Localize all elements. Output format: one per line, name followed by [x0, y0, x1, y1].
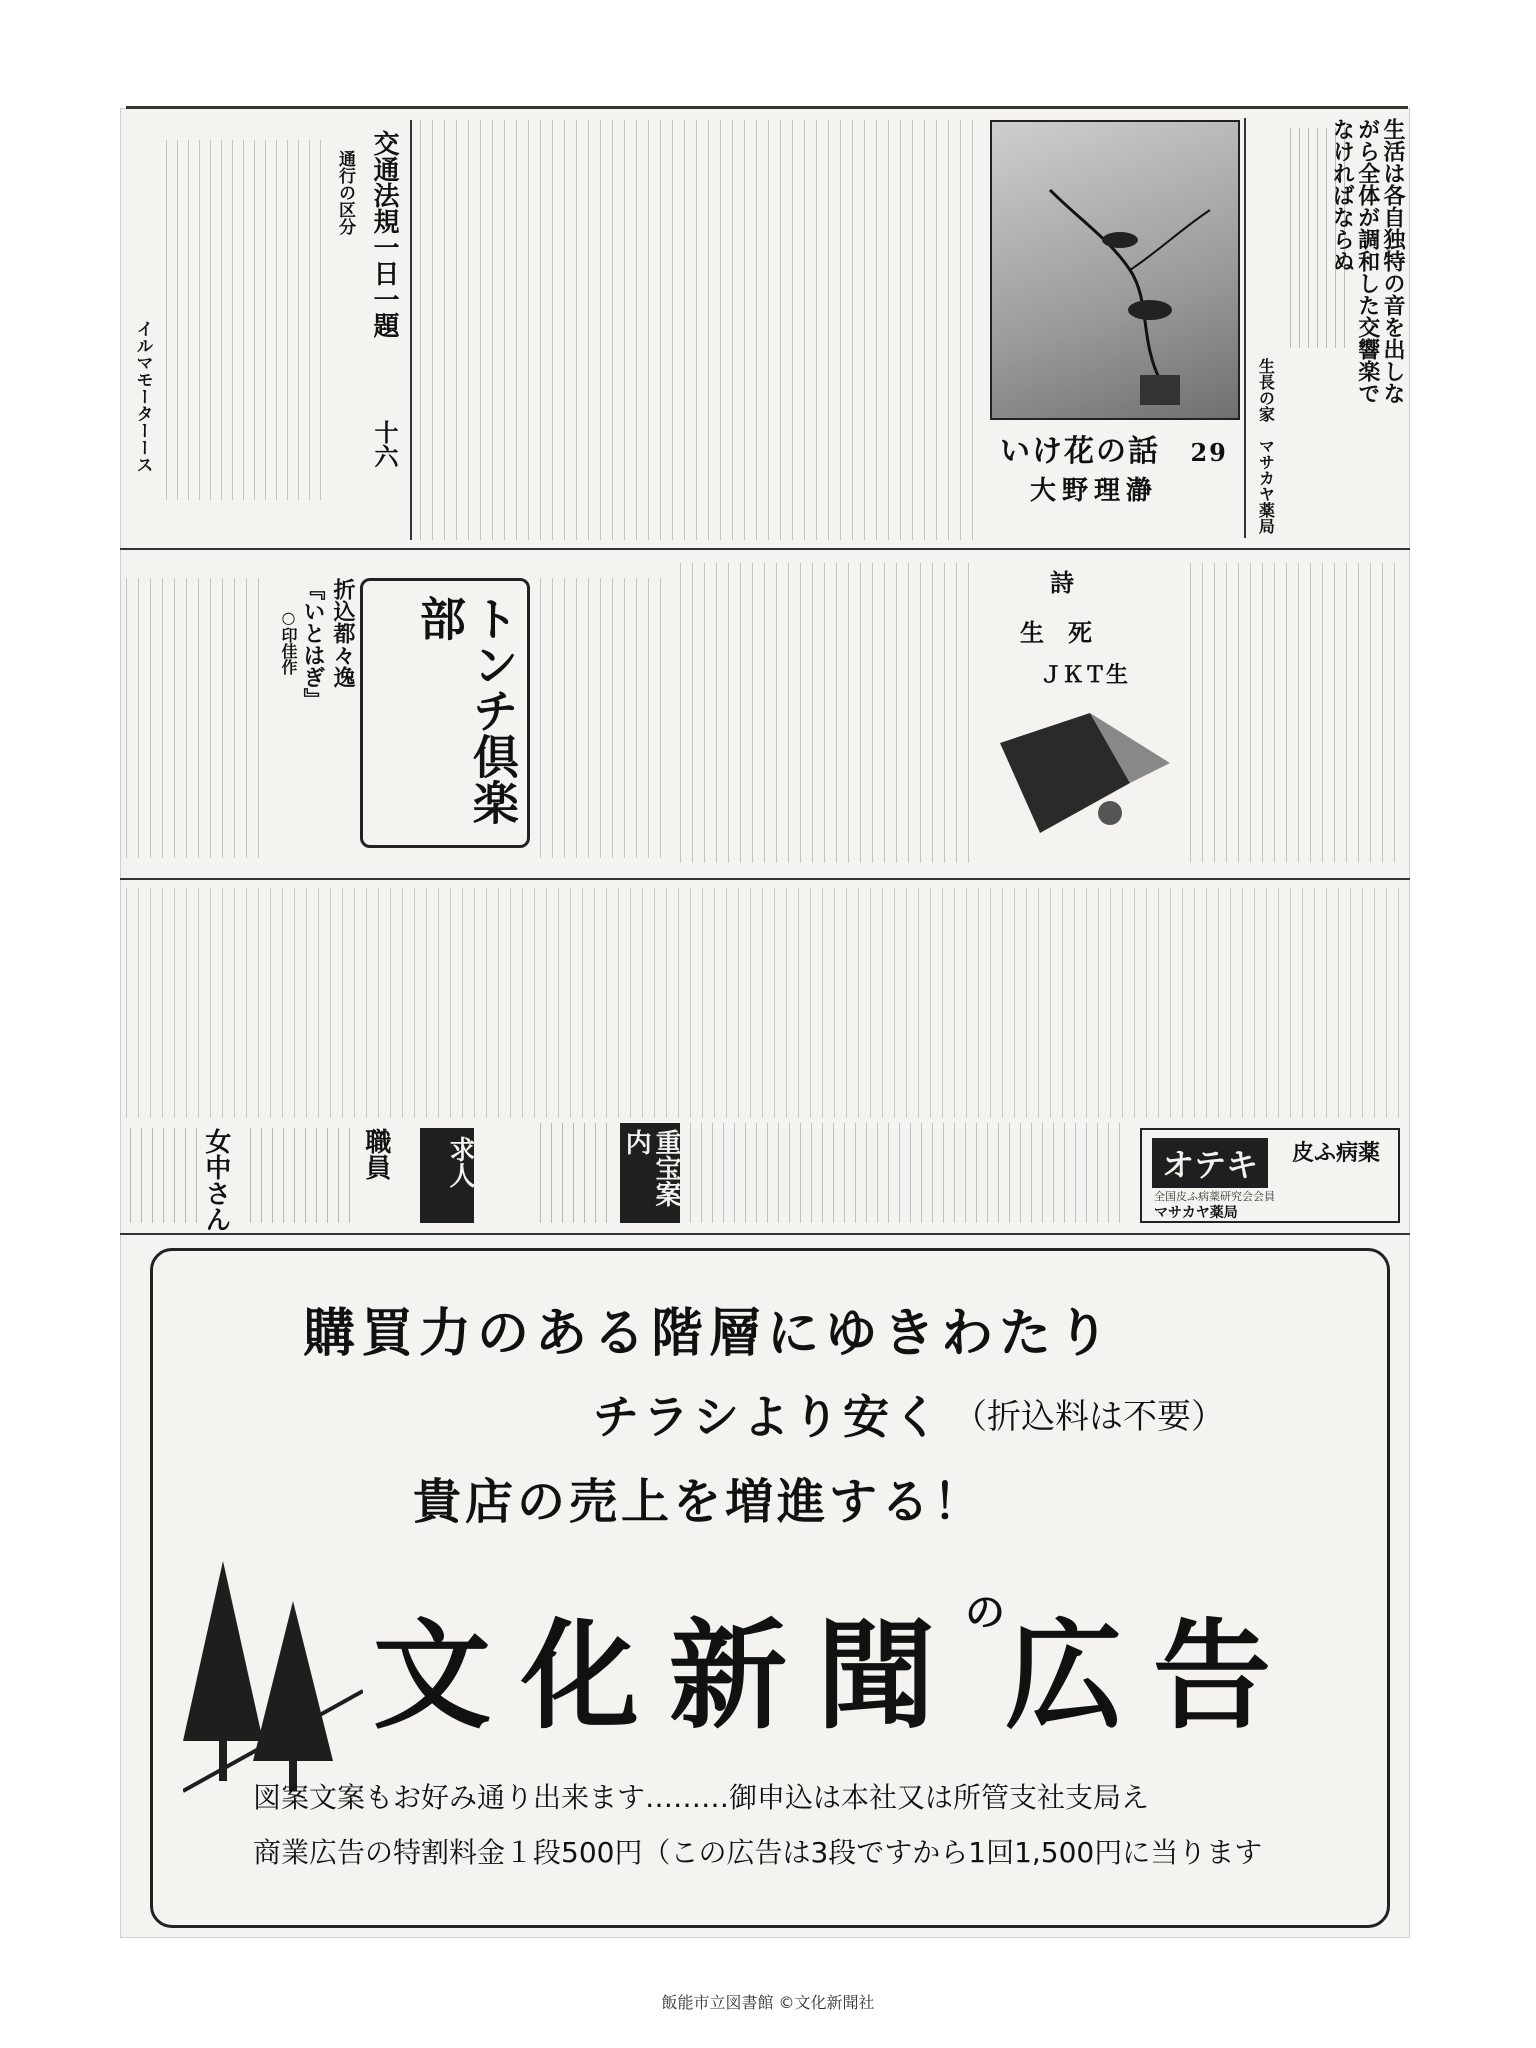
- tonchi-entries-text: [126, 578, 266, 858]
- seicho-column: [1250, 118, 1405, 538]
- seicho-source: 生長の家 マサカヤ薬局: [1256, 358, 1276, 534]
- library-credit: 飯能市立図書館 ©文化新聞社: [661, 1993, 875, 2012]
- seicho-body-text: [1290, 128, 1346, 348]
- juhou-entries-text: [690, 1123, 1130, 1223]
- poem-illustration: [980, 703, 1180, 853]
- juhou-label: 重宝案内: [620, 1123, 680, 1223]
- ad-main-no: の: [965, 1589, 1006, 1636]
- ad-main-text: 文化新聞: [373, 1606, 966, 1745]
- oteki-ad: [1140, 1128, 1400, 1223]
- traffic-title-text: 交通法規一日一題: [369, 130, 399, 338]
- ad-line1: 購買力のある階層にゆきわたり: [303, 1303, 1116, 1364]
- oteki-product: 皮ふ病薬: [1292, 1140, 1381, 1166]
- tonchi-credit: ○印佳作: [279, 608, 298, 675]
- ikebana-article-body: [420, 120, 980, 540]
- oteki-seller: マサカヤ薬局: [1154, 1205, 1238, 1221]
- tree-icon: [183, 1541, 363, 1801]
- poem-body-text: [680, 563, 970, 863]
- ad-line3: 貴店の売上を増進する！: [413, 1474, 986, 1530]
- vertical-rule: [1244, 118, 1246, 538]
- section-divider-1: [120, 548, 1410, 550]
- poem-label: 詩: [1050, 568, 1074, 597]
- tonchi-box: [360, 578, 530, 848]
- vertical-rule: [410, 120, 412, 540]
- section-divider-3: [120, 1233, 1410, 1235]
- ikebana-number: 29: [1190, 438, 1228, 467]
- bunka-shimbun-ad: [150, 1248, 1390, 1928]
- kojin-label: 求人: [420, 1128, 474, 1223]
- traffic-subtitle: 通行の区分: [335, 150, 355, 235]
- tonchi-meta: [270, 578, 355, 858]
- shoku-body-text: [250, 1128, 355, 1223]
- ikebana-title: [1000, 426, 1228, 470]
- ikebana-frame: [990, 120, 1240, 420]
- ad-line2b: （折込料は不要）: [953, 1397, 1225, 1437]
- poem-author: ＪＫＴ生: [1040, 662, 1129, 688]
- section-divider-2: [120, 878, 1410, 880]
- jochu-body-text: [130, 1128, 198, 1223]
- newspaper-page: [120, 108, 1410, 1938]
- oteki-brand: オテキ: [1152, 1138, 1268, 1188]
- shoku-label: 職員: [360, 1128, 391, 1180]
- middle-right-text: [1190, 563, 1400, 863]
- tonchi-quote: 『いとはぎ』: [300, 578, 326, 710]
- traffic-body-text: [166, 140, 326, 500]
- tonchi-title: トンチ倶楽部: [412, 595, 520, 825]
- ikebana-title-text: いけ花の話: [1000, 434, 1160, 469]
- ad-main-end: 広告: [1005, 1606, 1302, 1745]
- seicho-heading: 生活は各自独特の音を出しながら全体が調和した交響楽でなければならぬ: [1329, 118, 1406, 404]
- tonchi-sub: 折込都々逸: [330, 578, 356, 688]
- ikebana-author: 大野理瀞: [1030, 476, 1159, 506]
- traffic-number: 十六: [370, 420, 399, 468]
- tonchi-entries-text-2: [540, 578, 670, 858]
- ad-foot1: 図案文案もお好み通り出来ます………御申込は本社又は所管支社支局え: [253, 1781, 1150, 1814]
- jochu-label: 女中さん: [200, 1128, 231, 1232]
- ad-main: [373, 1581, 1301, 1751]
- poem-title: 生 死: [1020, 618, 1092, 647]
- traffic-sponsor: イルマモーターース: [132, 320, 153, 473]
- top-border: [126, 106, 1408, 109]
- dodoitsu-entries-text: [126, 888, 1406, 1118]
- poem-block: [980, 563, 1180, 863]
- ad-line2: チラシより安く: [593, 1390, 943, 1444]
- traffic-title: [368, 130, 398, 430]
- juhou-body-text: [540, 1123, 615, 1223]
- traffic-column: [126, 120, 406, 540]
- ad-foot2: 商業広告の特割料金１段500円（この広告は3段ですから1回1,500円に当ります: [253, 1836, 1263, 1869]
- oteki-maker: 全国皮ふ病薬研究会会員: [1154, 1190, 1275, 1203]
